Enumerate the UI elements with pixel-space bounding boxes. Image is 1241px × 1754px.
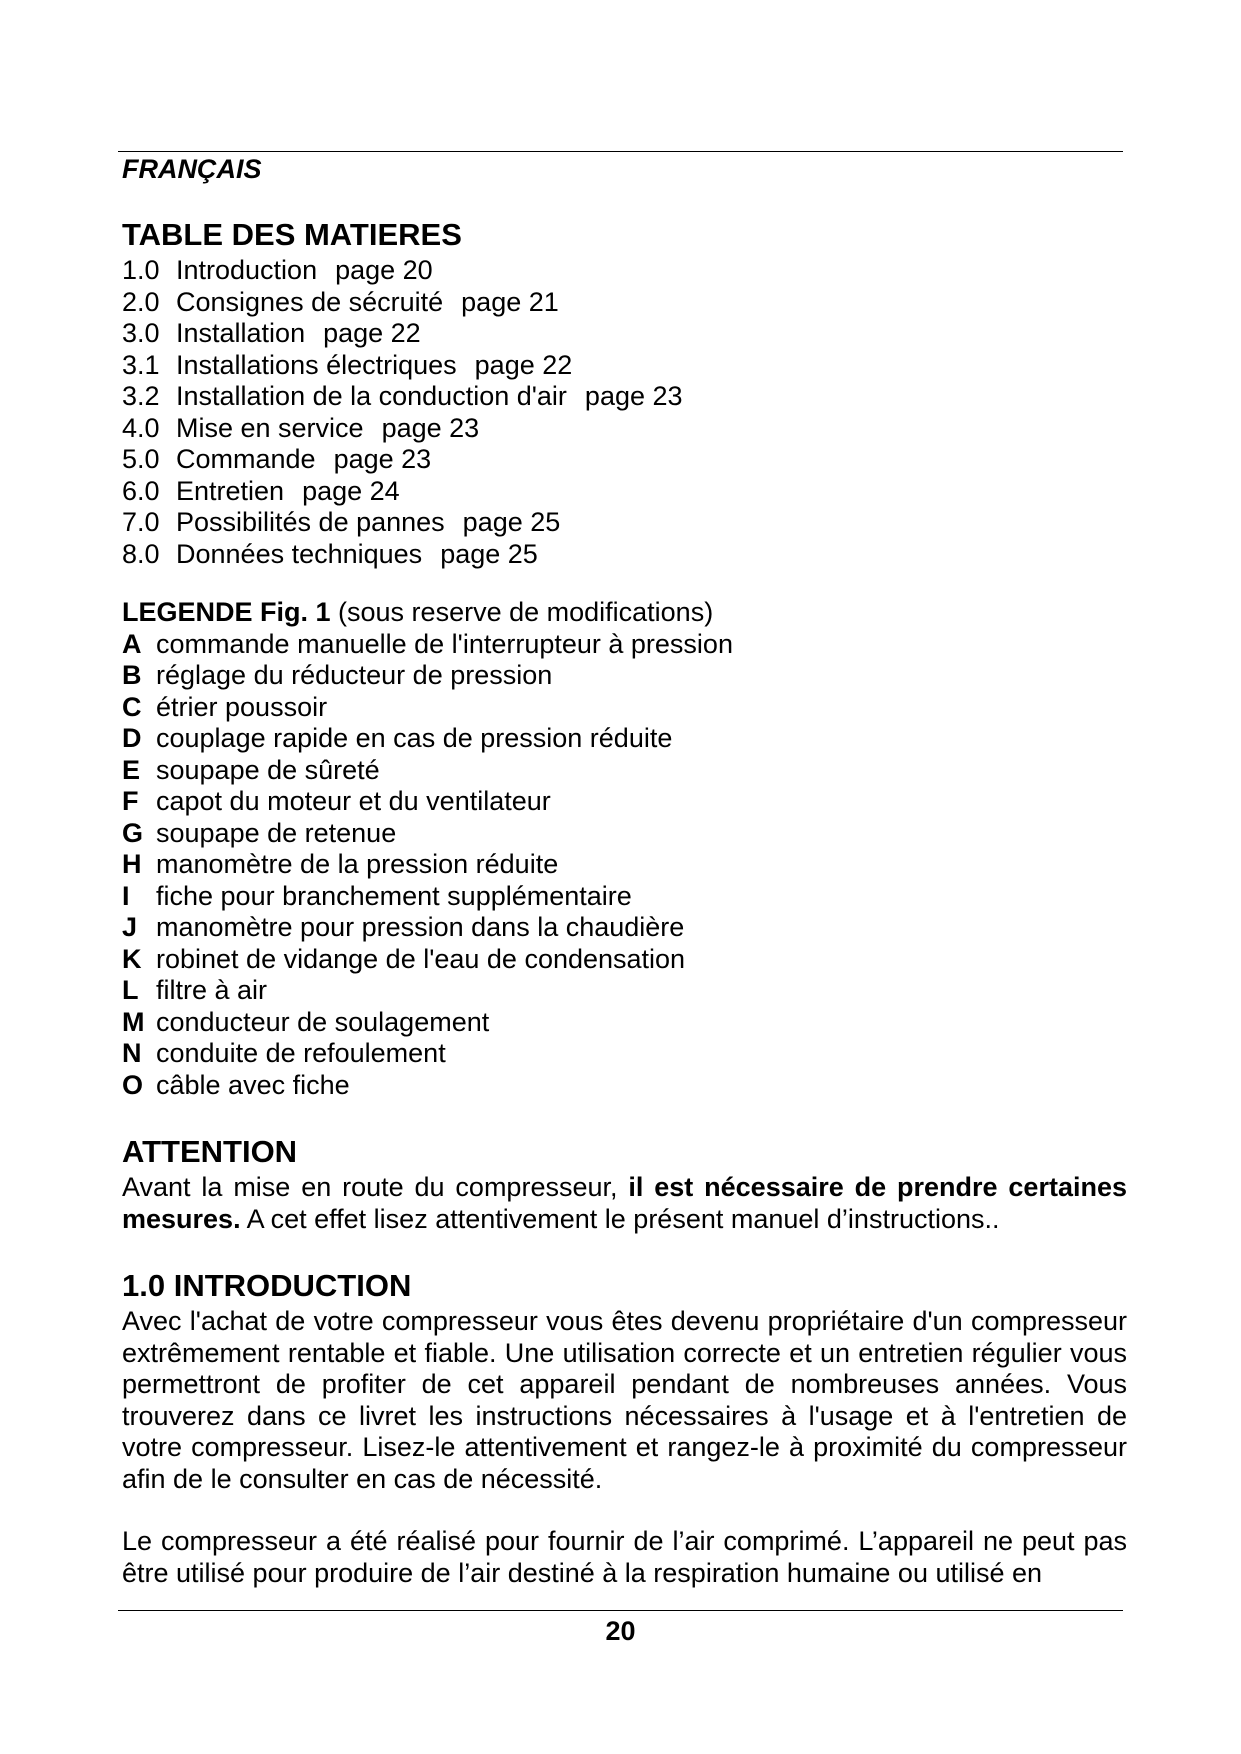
introduction-section: [122, 1266, 1127, 1589]
page-content: [122, 215, 1127, 1589]
legend-list: [122, 629, 1127, 1102]
legend-item: B réglage du réducteur de pression: [122, 660, 553, 690]
footer-rule: [118, 1610, 1123, 1611]
toc-title: TABLE DES MATIERES: [122, 217, 462, 252]
legend-item: K robinet de vidange de l'eau de condensation: [122, 943, 686, 974]
toc-entry[interactable]: 3.2 Installation de la conduction d'air page 23: [122, 381, 683, 411]
legend-item: F capot du moteur et du ventilateur: [122, 786, 551, 816]
legend-item: C étrier poussoir: [122, 691, 328, 722]
introduction-title: 1.0 INTRODUCTION: [122, 1268, 412, 1303]
legend-item: M conducteur de soulagement: [122, 1006, 490, 1037]
language-label: FRANÇAIS: [122, 154, 262, 184]
legend-item: H manomètre de la pression réduite: [122, 849, 559, 879]
legend-item: E soupape de sûreté: [122, 754, 380, 785]
legend-title: LEGENDE Fig. 1 (sous reserve de modifications): [122, 597, 714, 627]
legend-item: J manomètre pour pression dans la chaudière: [122, 912, 685, 942]
introduction-paragraph-2: Le compresseur a été réalisé pour fournir de l’air comprimé. L’appareil ne peut pas être utilisé pour produire de l’air destiné à la respiration humaine ou utilisé en: [122, 1526, 1127, 1588]
toc-entry[interactable]: 3.0 Installation page 22: [122, 318, 421, 348]
attention-section: [122, 1132, 1127, 1235]
toc-entry[interactable]: 8.0 Données techniques page 25: [122, 538, 538, 569]
legend-item: I fiche pour branchement supplémentaire: [122, 880, 632, 911]
legend-item: A commande manuelle de l'interrupteur à pression: [122, 628, 733, 659]
legend-item: N conduite de refoulement: [122, 1038, 446, 1068]
toc-list: [122, 255, 1127, 570]
toc-entry[interactable]: 2.0 Consignes de sécruité page 21: [122, 286, 559, 317]
toc-entry[interactable]: 6.0 Entretien page 24: [122, 475, 400, 506]
legend-item: G soupape de retenue: [122, 817, 397, 848]
toc-entry[interactable]: 7.0 Possibilités de pannes page 25: [122, 507, 561, 537]
toc-entry[interactable]: 4.0 Mise en service page 23: [122, 412, 480, 443]
attention-title: ATTENTION: [122, 1134, 298, 1169]
header-rule: [118, 151, 1123, 152]
introduction-paragraph-1: Avec l'achat de votre compresseur vous êtes devenu propriétaire d'un compresseur extrêmement rentable et fiable. Une utilisation correcte et un entretien régulier vous permettront de profiter de cet appareil pendant de nombreuses années. Vous trouverez dans ce livret les instructions nécessaires à l'usage et à l'entretien de votre compresseur. Lisez-le attentivement et rangez-le à proximité du compresseur afin de le consulter en cas de nécessité.: [122, 1306, 1127, 1494]
page-number: 20: [605, 1616, 636, 1646]
legend-item: O câble avec fiche: [122, 1069, 350, 1100]
legend-item: L filtre à air: [122, 975, 268, 1005]
toc-entry[interactable]: 3.1 Installations électriques page 22: [122, 349, 573, 380]
legend-item: D couplage rapide en cas de pression réduite: [122, 723, 673, 753]
toc-entry[interactable]: 5.0 Commande page 23: [122, 444, 432, 474]
toc-entry[interactable]: 1.0 Introduction page 20: [122, 255, 433, 285]
attention-text: Avant la mise en route du compresseur, il est nécessaire de prendre certaines mesures. A cet effet lisez attentivement le présent manuel d’instructions..: [122, 1172, 1127, 1234]
